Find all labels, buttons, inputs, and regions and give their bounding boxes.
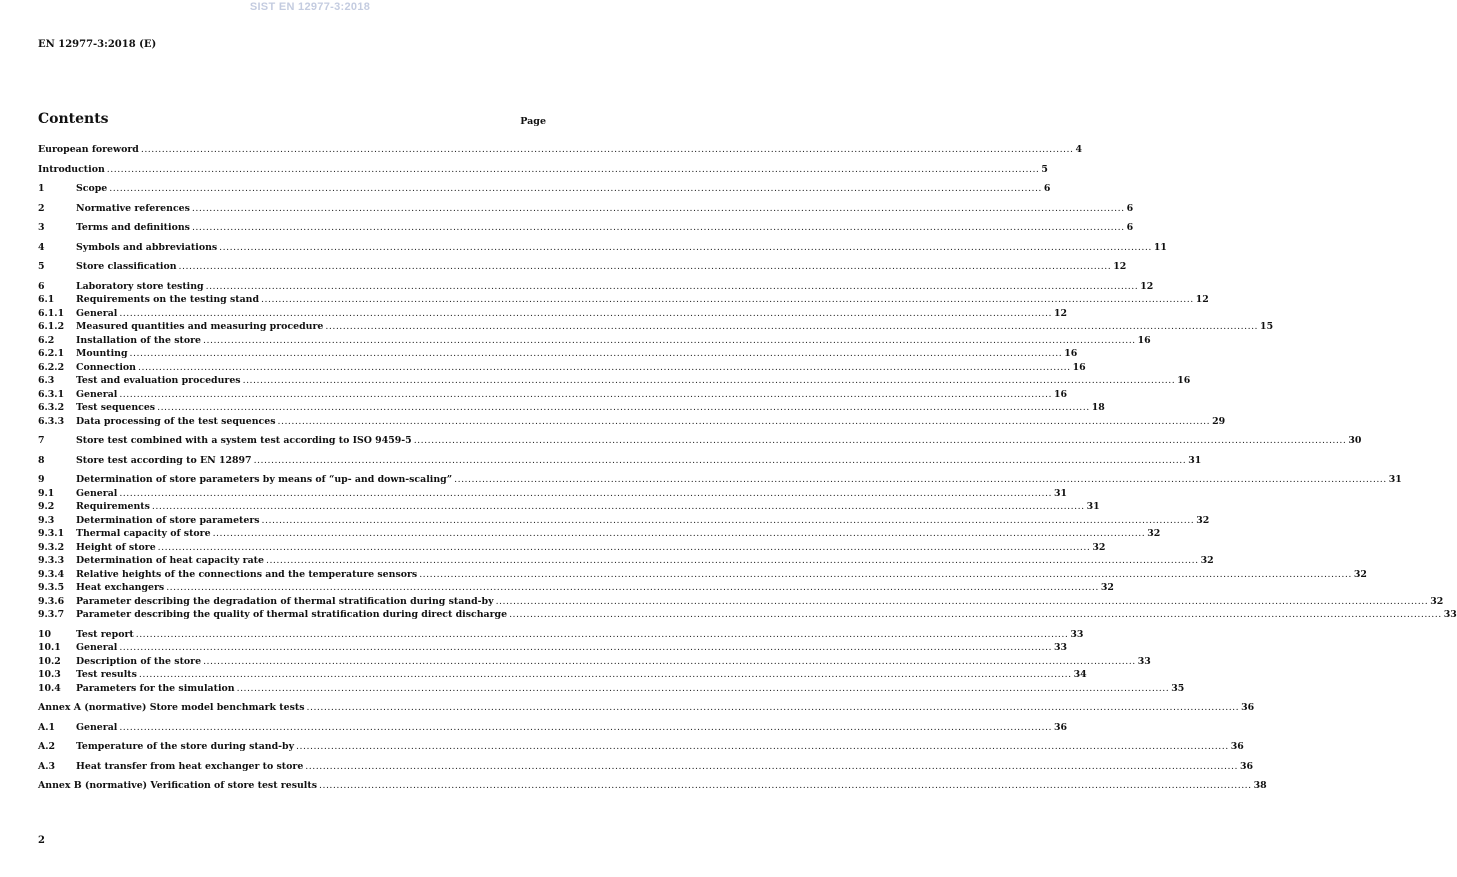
toc-entry-title: Determination of heat capacity rate <box>76 555 264 566</box>
toc-entry-title: Description of the store <box>76 655 202 667</box>
toc-entry[interactable] <box>38 241 1167 255</box>
dot-leader <box>119 388 1052 402</box>
toc-entry-number: 10 <box>38 628 52 640</box>
toc-entry-number: 9.3 <box>38 514 55 526</box>
dot-leader <box>157 401 1090 415</box>
toc-entry-title: Symbols and abbreviations <box>76 241 218 253</box>
toc-entry-number: 9 <box>38 474 45 485</box>
toc-entry-number: 9.3.3 <box>38 555 65 566</box>
toc-entry-page: 5 <box>1041 163 1048 175</box>
toc-entry-page: 32 <box>1100 582 1114 593</box>
toc-entry[interactable] <box>38 514 1210 528</box>
toc-entry[interactable] <box>38 760 1253 774</box>
toc-entry-page: 33 <box>1070 628 1084 640</box>
dot-leader <box>262 514 1195 528</box>
toc-entry-number: A.2 <box>38 741 56 752</box>
toc-entry-page: 12 <box>1140 280 1154 292</box>
dot-leader <box>306 701 1239 715</box>
toc-entry[interactable] <box>38 701 1255 715</box>
toc-entry-title: Parameter describing the degradation of thermal stratification during stand-by <box>76 595 494 607</box>
toc-entry-number: 9.3.6 <box>38 595 65 607</box>
toc-entry[interactable] <box>38 641 1068 655</box>
dot-leader <box>419 568 1352 582</box>
toc-entry-title: Connection <box>76 361 136 373</box>
dot-leader <box>261 293 1194 307</box>
toc-entry-number: 9.3.7 <box>38 609 65 620</box>
toc-entry-title: Data processing of the test sequences <box>76 415 276 427</box>
toc-entry-title: Annex B (normative) Verification of store test results <box>38 780 317 791</box>
toc-entry-title: Temperature of the store during stand-by <box>76 741 295 752</box>
toc-entry-page: 36 <box>1230 741 1244 752</box>
toc-entry-title: General <box>76 721 118 733</box>
toc-entry-number: 2 <box>38 202 45 214</box>
toc-entry-number: 6.3 <box>38 375 55 386</box>
toc-entry-title: Annex A (normative) Store model benchmark tests <box>38 702 305 713</box>
dot-leader <box>509 608 1442 622</box>
toc-entry-page: 6 <box>1126 202 1134 214</box>
toc-entry-page: 16 <box>1177 375 1191 386</box>
toc-entry-title: Installation of the store <box>76 334 201 346</box>
toc-entry[interactable] <box>38 554 1214 568</box>
toc-entry-page: 11 <box>1153 241 1167 253</box>
toc-entry[interactable] <box>38 374 1191 388</box>
toc-entry-title: Terms and definitions <box>76 222 190 233</box>
dot-leader <box>206 280 1139 294</box>
dot-leader <box>130 347 1063 361</box>
toc-entry-page: 4 <box>1075 144 1083 155</box>
dot-leader <box>152 500 1085 514</box>
dot-leader <box>119 641 1052 655</box>
toc-entry-page: 12 <box>1113 261 1127 272</box>
toc-entry-page: 32 <box>1147 528 1161 539</box>
toc-entry[interactable] <box>38 628 1084 642</box>
dot-leader <box>454 473 1387 487</box>
toc-entry[interactable] <box>38 608 1457 622</box>
toc-entry-title: Store classification <box>76 261 177 272</box>
watermark: SIST EN 12977-3:2018 <box>249 1 371 13</box>
toc-entry-title: Parameters for the simulation <box>76 682 235 694</box>
toc-entry-title: Determination of store parameters by means of “up- and down-scaling” <box>76 474 453 485</box>
document-id: EN 12977-3:2018 (E) <box>38 39 157 50</box>
toc-entry-title: Height of store <box>76 541 156 553</box>
toc-entry-page: 35 <box>1171 682 1185 694</box>
toc-entry[interactable] <box>38 500 1100 514</box>
toc-entry-number: 6.3.2 <box>38 402 65 413</box>
dot-leader <box>158 541 1091 555</box>
toc-entry-number: 6.1.2 <box>38 321 65 332</box>
toc-entry-number: 10.2 <box>38 655 61 667</box>
toc-entry[interactable] <box>38 682 1185 696</box>
toc-entry-number: 4 <box>38 241 45 253</box>
toc-entry[interactable] <box>38 293 1209 307</box>
toc-entry-page: 32 <box>1430 595 1444 607</box>
dot-leader <box>213 527 1146 541</box>
toc-entry-number: 9.3.1 <box>38 528 65 539</box>
toc-entry-page: 33 <box>1443 609 1457 620</box>
toc-entry-title: Store test according to EN 12897 <box>76 454 252 466</box>
toc-entry-number: A.1 <box>38 721 56 733</box>
toc-entry-page: 32 <box>1200 555 1214 566</box>
page-number: 2 <box>38 835 45 846</box>
toc-entry-number: 10.4 <box>38 682 61 694</box>
dot-leader <box>119 721 1052 735</box>
toc-entry[interactable] <box>38 568 1367 582</box>
dot-leader <box>243 374 1176 388</box>
dot-leader <box>119 487 1052 501</box>
toc-entry-page: 6 <box>1126 222 1134 233</box>
toc-entry-page: 30 <box>1348 435 1362 446</box>
dot-leader <box>203 655 1136 669</box>
toc-entry-title: General <box>76 307 118 319</box>
toc-entry-title: Measured quantities and measuring procedure <box>76 321 324 332</box>
toc-entry-page: 16 <box>1064 348 1078 359</box>
toc-entry[interactable] <box>38 260 1127 274</box>
toc-entry[interactable] <box>38 668 1087 682</box>
toc-entry-page: 31 <box>1188 454 1202 466</box>
dot-leader <box>166 581 1099 595</box>
toc-entry-title: Thermal capacity of store <box>76 528 211 539</box>
toc-entry-page: 32 <box>1196 514 1210 526</box>
dot-leader <box>109 182 1042 196</box>
toc-entry[interactable] <box>38 595 1444 609</box>
toc-entry[interactable] <box>38 434 1362 448</box>
toc-entry[interactable] <box>38 655 1151 669</box>
toc-entry-title: Relative heights of the connections and the temperature sensors <box>76 568 418 580</box>
dot-leader <box>192 221 1125 235</box>
dot-leader <box>414 434 1347 448</box>
toc-entry-number: 6.3.1 <box>38 388 65 400</box>
toc-entry-title: Mounting <box>76 348 128 359</box>
toc-entry[interactable] <box>38 307 1068 321</box>
toc-entry-page: 31 <box>1388 474 1402 485</box>
toc-entry-page: 6 <box>1043 183 1051 194</box>
dot-leader <box>325 320 1258 334</box>
toc-entry[interactable] <box>38 347 1078 361</box>
toc-entry-page: 36 <box>1053 721 1068 733</box>
toc-entry-page: 34 <box>1073 669 1087 680</box>
toc-entry-page: 36 <box>1239 760 1253 772</box>
toc-entry[interactable] <box>38 487 1068 501</box>
dot-leader <box>119 307 1052 321</box>
toc-entry-title: General <box>76 642 118 653</box>
toc-entry-page: 36 <box>1241 702 1255 713</box>
toc-entry[interactable] <box>38 527 1161 541</box>
toc-entry-page: 16 <box>1053 388 1068 400</box>
toc-entry-page: 38 <box>1253 780 1267 791</box>
toc-entry-number: 5 <box>38 261 45 272</box>
dot-leader <box>138 361 1071 375</box>
toc-entry-number: 3 <box>38 222 45 233</box>
toc-entry-title: Test and evaluation procedures <box>76 375 241 386</box>
toc-entry[interactable] <box>38 163 1048 177</box>
toc-entry[interactable] <box>38 473 1402 487</box>
toc-entry-title: Store test combined with a system test according to ISO 9459-5 <box>76 435 412 446</box>
toc-entry-number: 1 <box>38 183 45 194</box>
toc-entry-page: 15 <box>1260 321 1274 332</box>
toc-entry[interactable] <box>38 415 1226 429</box>
toc-entry-title: Test report <box>76 628 134 640</box>
toc-entry-title: Requirements on the testing stand <box>76 294 260 305</box>
toc-entry-number: 9.1 <box>38 487 55 499</box>
dot-leader <box>296 740 1229 754</box>
toc-entry-page: 31 <box>1086 501 1100 512</box>
toc-entry-page: 32 <box>1092 541 1106 553</box>
toc-entry[interactable] <box>38 454 1202 468</box>
toc-entry-number: 9.3.5 <box>38 582 65 593</box>
toc-entry[interactable] <box>38 541 1106 555</box>
toc-entry[interactable] <box>38 721 1068 735</box>
dot-leader <box>266 554 1199 568</box>
contents-title: Contents <box>38 111 109 127</box>
toc-entry-page: 18 <box>1091 402 1105 413</box>
toc-entry-number: 6.2.1 <box>38 348 65 359</box>
toc-entry[interactable] <box>38 182 1051 196</box>
toc-entry-page: 31 <box>1053 487 1068 499</box>
dot-leader <box>277 415 1210 429</box>
toc-entry-number: 6.2.2 <box>38 361 65 373</box>
toc-entry[interactable] <box>38 581 1114 595</box>
toc-entry[interactable] <box>38 401 1105 415</box>
dot-leader <box>305 760 1238 774</box>
toc-entry-page: 32 <box>1353 568 1367 580</box>
toc-entry[interactable] <box>38 388 1068 402</box>
toc-entry[interactable] <box>38 221 1134 235</box>
toc-entry-title: Determination of store parameters <box>76 514 260 526</box>
toc-entry-title: Scope <box>76 183 108 194</box>
toc-entry[interactable] <box>38 143 1083 157</box>
toc-entry-number: 6.1.1 <box>38 307 65 319</box>
toc-entry-title: Requirements <box>76 501 150 512</box>
toc-entry-title: Heat transfer from heat exchanger to store <box>76 760 304 772</box>
toc-entry-number: A.3 <box>38 760 56 772</box>
toc-entry-number: 9.3.4 <box>38 568 65 580</box>
toc-entry-number: 8 <box>38 454 45 466</box>
toc-entry-number: 9.3.2 <box>38 541 65 553</box>
toc-entry-title: European foreword <box>38 144 139 155</box>
toc-entry[interactable] <box>38 334 1151 348</box>
toc-entry-page: 12 <box>1053 307 1068 319</box>
dot-leader <box>237 682 1170 696</box>
dot-leader <box>136 628 1069 642</box>
toc-entry-title: Normative references <box>76 202 190 214</box>
toc-entry-number: 6.1 <box>38 294 55 305</box>
toc-entry-number: 10.1 <box>38 642 61 653</box>
toc-entry-number: 9.2 <box>38 501 55 512</box>
toc-entry-page: 16 <box>1072 361 1086 373</box>
dot-leader <box>141 143 1074 157</box>
toc-entry-page: 12 <box>1195 294 1209 305</box>
toc-entry-number: 6.2 <box>38 334 55 346</box>
toc-entry[interactable] <box>38 779 1267 793</box>
dot-leader <box>254 454 1187 468</box>
dot-leader <box>319 779 1252 793</box>
toc-entry-title: Laboratory store testing <box>76 280 204 292</box>
dot-leader <box>179 260 1112 274</box>
toc-entry-number: 10.3 <box>38 669 61 680</box>
table-of-contents <box>38 143 1457 793</box>
toc-entry-title: General <box>76 388 118 400</box>
toc-entry[interactable] <box>38 361 1086 375</box>
toc-entry-title: Heat exchangers <box>76 582 165 593</box>
toc-entry-title: Introduction <box>38 163 105 175</box>
dot-leader <box>219 241 1152 255</box>
toc-entry-page: 33 <box>1137 655 1151 667</box>
toc-entry-title: Test results <box>76 669 137 680</box>
toc-entry-number: 6 <box>38 280 45 292</box>
page-column-label: Page <box>520 116 546 127</box>
toc-entry[interactable] <box>38 202 1134 216</box>
dot-leader <box>192 202 1125 216</box>
toc-entry-page: 29 <box>1212 415 1226 427</box>
toc-entry[interactable] <box>38 280 1154 294</box>
dot-leader <box>139 668 1072 682</box>
toc-entry-number: 7 <box>38 435 45 446</box>
toc-entry-title: Test sequences <box>76 402 156 413</box>
toc-entry-title: General <box>76 487 118 499</box>
toc-entry-page: 33 <box>1053 642 1068 653</box>
toc-entry[interactable] <box>38 320 1274 334</box>
dot-leader <box>496 595 1429 609</box>
toc-entry-page: 16 <box>1137 334 1151 346</box>
dot-leader <box>107 163 1040 177</box>
dot-leader <box>203 334 1136 348</box>
toc-entry-number: 6.3.3 <box>38 415 65 427</box>
toc-entry[interactable] <box>38 740 1244 754</box>
toc-entry-title: Parameter describing the quality of thermal stratification during direct discharge <box>76 609 508 620</box>
